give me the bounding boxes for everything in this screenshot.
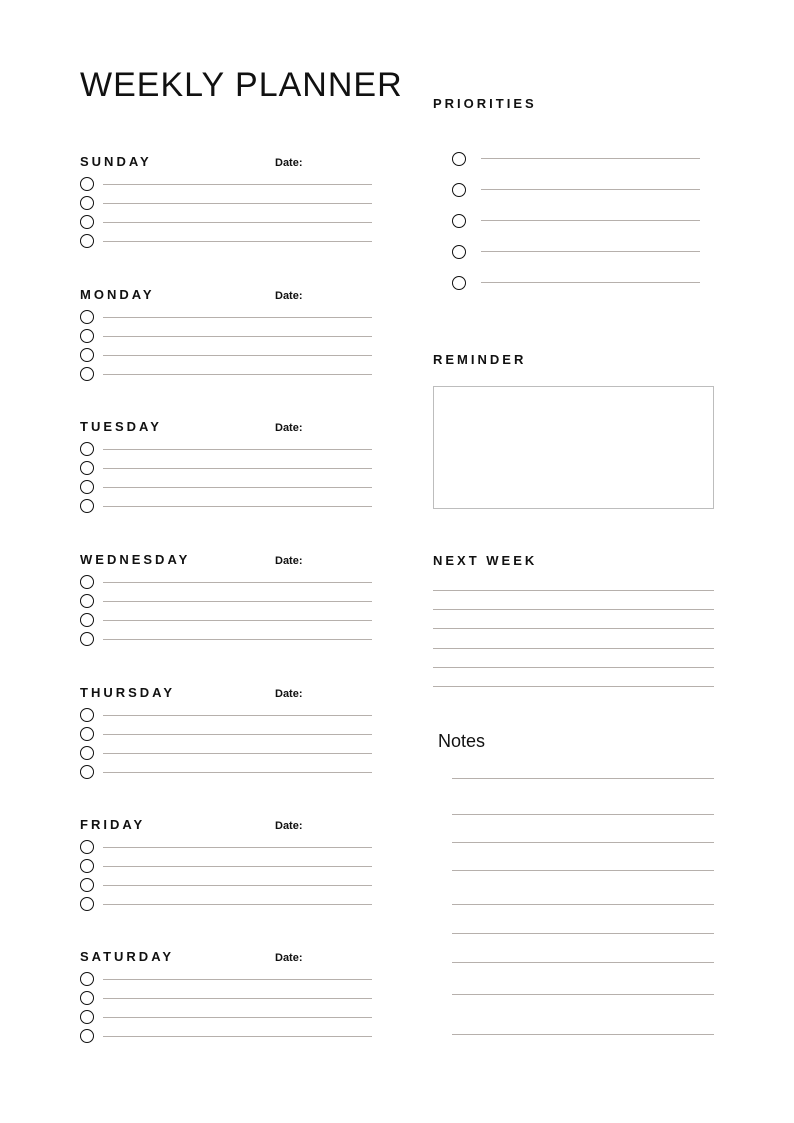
task-row[interactable] bbox=[80, 461, 372, 477]
task-line[interactable] bbox=[103, 582, 372, 583]
day-block-monday bbox=[80, 287, 372, 397]
task-line[interactable] bbox=[103, 1017, 372, 1018]
notes-line[interactable] bbox=[452, 814, 714, 815]
checkbox-circle-icon[interactable] bbox=[80, 367, 94, 381]
task-row[interactable] bbox=[80, 897, 372, 913]
task-row[interactable] bbox=[80, 1029, 372, 1045]
task-row[interactable] bbox=[80, 746, 372, 762]
checkbox-circle-icon[interactable] bbox=[80, 972, 94, 986]
task-line[interactable] bbox=[103, 979, 372, 980]
reminder-title: REMINDER bbox=[433, 352, 527, 367]
notes-line[interactable] bbox=[452, 933, 714, 934]
checkbox-circle-icon[interactable] bbox=[80, 708, 94, 722]
task-row[interactable] bbox=[80, 727, 372, 743]
task-line[interactable] bbox=[103, 1036, 372, 1037]
day-name: MONDAY bbox=[80, 287, 155, 302]
task-row[interactable] bbox=[80, 234, 372, 250]
checkbox-circle-icon[interactable] bbox=[80, 991, 94, 1005]
date-label[interactable]: Date: bbox=[275, 290, 303, 302]
checkbox-circle-icon[interactable] bbox=[80, 878, 94, 892]
task-row[interactable] bbox=[80, 442, 372, 458]
checkbox-circle-icon[interactable] bbox=[80, 348, 94, 362]
checkbox-circle-icon[interactable] bbox=[80, 461, 94, 475]
next-week-line[interactable] bbox=[433, 648, 714, 649]
day-name: SATURDAY bbox=[80, 949, 175, 964]
checkbox-circle-icon[interactable] bbox=[80, 613, 94, 627]
next-week-line[interactable] bbox=[433, 609, 714, 610]
priority-line[interactable] bbox=[481, 158, 700, 159]
notes-line[interactable] bbox=[452, 842, 714, 843]
priority-line[interactable] bbox=[481, 220, 700, 221]
day-block-sunday bbox=[80, 154, 372, 264]
date-label[interactable]: Date: bbox=[275, 820, 303, 832]
checkbox-circle-icon[interactable] bbox=[80, 727, 94, 741]
checkbox-circle-icon[interactable] bbox=[80, 442, 94, 456]
task-line[interactable] bbox=[103, 222, 372, 223]
priority-row[interactable] bbox=[452, 152, 700, 168]
checkbox-circle-icon[interactable] bbox=[80, 215, 94, 229]
task-row[interactable] bbox=[80, 765, 372, 781]
task-line[interactable] bbox=[103, 336, 372, 337]
checkbox-circle-icon[interactable] bbox=[80, 177, 94, 191]
notes-line[interactable] bbox=[452, 904, 714, 905]
day-block-friday bbox=[80, 817, 372, 927]
day-name: FRIDAY bbox=[80, 817, 146, 832]
date-label[interactable]: Date: bbox=[275, 952, 303, 964]
task-row[interactable] bbox=[80, 367, 372, 383]
task-line[interactable] bbox=[103, 904, 372, 905]
task-row[interactable] bbox=[80, 177, 372, 193]
task-line[interactable] bbox=[103, 241, 372, 242]
task-line[interactable] bbox=[103, 772, 372, 773]
day-name: WEDNESDAY bbox=[80, 552, 191, 567]
task-line[interactable] bbox=[103, 866, 372, 867]
task-row[interactable] bbox=[80, 991, 372, 1007]
checkbox-circle-icon[interactable] bbox=[452, 183, 466, 197]
next-week-title: NEXT WEEK bbox=[433, 553, 538, 568]
next-week-line[interactable] bbox=[433, 686, 714, 687]
checkbox-circle-icon[interactable] bbox=[80, 196, 94, 210]
priority-row[interactable] bbox=[452, 214, 700, 230]
task-row[interactable] bbox=[80, 480, 372, 496]
priority-line[interactable] bbox=[481, 282, 700, 283]
day-block-tuesday bbox=[80, 419, 372, 529]
date-label[interactable]: Date: bbox=[275, 555, 303, 567]
checkbox-circle-icon[interactable] bbox=[80, 746, 94, 760]
task-line[interactable] bbox=[103, 468, 372, 469]
checkbox-circle-icon[interactable] bbox=[80, 499, 94, 513]
task-line[interactable] bbox=[103, 639, 372, 640]
task-line[interactable] bbox=[103, 184, 372, 185]
page-title: WEEKLY PLANNER bbox=[80, 66, 403, 104]
checkbox-circle-icon[interactable] bbox=[452, 245, 466, 259]
task-line[interactable] bbox=[103, 374, 372, 375]
task-line[interactable] bbox=[103, 317, 372, 318]
task-row[interactable] bbox=[80, 972, 372, 988]
task-line[interactable] bbox=[103, 753, 372, 754]
checkbox-circle-icon[interactable] bbox=[80, 859, 94, 873]
notes-line[interactable] bbox=[452, 778, 714, 779]
task-line[interactable] bbox=[103, 620, 372, 621]
task-line[interactable] bbox=[103, 734, 372, 735]
day-name: TUESDAY bbox=[80, 419, 162, 434]
notes-line[interactable] bbox=[452, 870, 714, 871]
notes-line[interactable] bbox=[452, 962, 714, 963]
checkbox-circle-icon[interactable] bbox=[80, 575, 94, 589]
checkbox-circle-icon[interactable] bbox=[80, 594, 94, 608]
checkbox-circle-icon[interactable] bbox=[80, 1029, 94, 1043]
next-week-line[interactable] bbox=[433, 628, 714, 629]
task-row[interactable] bbox=[80, 310, 372, 326]
next-week-line[interactable] bbox=[433, 667, 714, 668]
task-line[interactable] bbox=[103, 487, 372, 488]
day-block-thursday bbox=[80, 685, 372, 795]
date-label[interactable]: Date: bbox=[275, 422, 303, 434]
task-row[interactable] bbox=[80, 632, 372, 648]
priority-line[interactable] bbox=[481, 251, 700, 252]
priority-row[interactable] bbox=[452, 276, 700, 292]
task-line[interactable] bbox=[103, 715, 372, 716]
checkbox-circle-icon[interactable] bbox=[80, 310, 94, 324]
task-row[interactable] bbox=[80, 878, 372, 894]
task-line[interactable] bbox=[103, 203, 372, 204]
task-line[interactable] bbox=[103, 355, 372, 356]
notes-line[interactable] bbox=[452, 1034, 714, 1035]
checkbox-circle-icon[interactable] bbox=[80, 897, 94, 911]
task-line[interactable] bbox=[103, 601, 372, 602]
checkbox-circle-icon[interactable] bbox=[80, 840, 94, 854]
day-block-saturday bbox=[80, 949, 372, 1059]
notes-title: Notes bbox=[438, 731, 486, 751]
checkbox-circle-icon[interactable] bbox=[80, 480, 94, 494]
checkbox-circle-icon[interactable] bbox=[452, 214, 466, 228]
checkbox-circle-icon[interactable] bbox=[452, 152, 466, 166]
task-line[interactable] bbox=[103, 449, 372, 450]
priority-line[interactable] bbox=[481, 189, 700, 190]
task-row[interactable] bbox=[80, 215, 372, 231]
task-row[interactable] bbox=[80, 1010, 372, 1026]
day-name: THURSDAY bbox=[80, 685, 176, 700]
notes-line[interactable] bbox=[452, 994, 714, 995]
checkbox-circle-icon[interactable] bbox=[80, 632, 94, 646]
day-block-wednesday bbox=[80, 552, 372, 662]
priorities-title: PRIORITIES bbox=[433, 96, 537, 111]
checkbox-circle-icon[interactable] bbox=[80, 234, 94, 248]
task-line[interactable] bbox=[103, 506, 372, 507]
priority-row[interactable] bbox=[452, 183, 700, 199]
date-label[interactable]: Date: bbox=[275, 157, 303, 169]
task-row[interactable] bbox=[80, 575, 372, 591]
task-row[interactable] bbox=[80, 499, 372, 515]
task-row[interactable] bbox=[80, 708, 372, 724]
checkbox-circle-icon[interactable] bbox=[452, 276, 466, 290]
task-row[interactable] bbox=[80, 348, 372, 364]
task-line[interactable] bbox=[103, 885, 372, 886]
next-week-line[interactable] bbox=[433, 590, 714, 591]
checkbox-circle-icon[interactable] bbox=[80, 1010, 94, 1024]
day-name: SUNDAY bbox=[80, 154, 152, 169]
checkbox-circle-icon[interactable] bbox=[80, 765, 94, 779]
date-label[interactable]: Date: bbox=[275, 688, 303, 700]
priority-row[interactable] bbox=[452, 245, 700, 261]
task-row[interactable] bbox=[80, 859, 372, 875]
task-row[interactable] bbox=[80, 840, 372, 856]
task-row[interactable] bbox=[80, 594, 372, 610]
task-row[interactable] bbox=[80, 196, 372, 212]
reminder-box[interactable] bbox=[433, 386, 714, 509]
task-line[interactable] bbox=[103, 998, 372, 999]
checkbox-circle-icon[interactable] bbox=[80, 329, 94, 343]
task-line[interactable] bbox=[103, 847, 372, 848]
task-row[interactable] bbox=[80, 613, 372, 629]
task-row[interactable] bbox=[80, 329, 372, 345]
